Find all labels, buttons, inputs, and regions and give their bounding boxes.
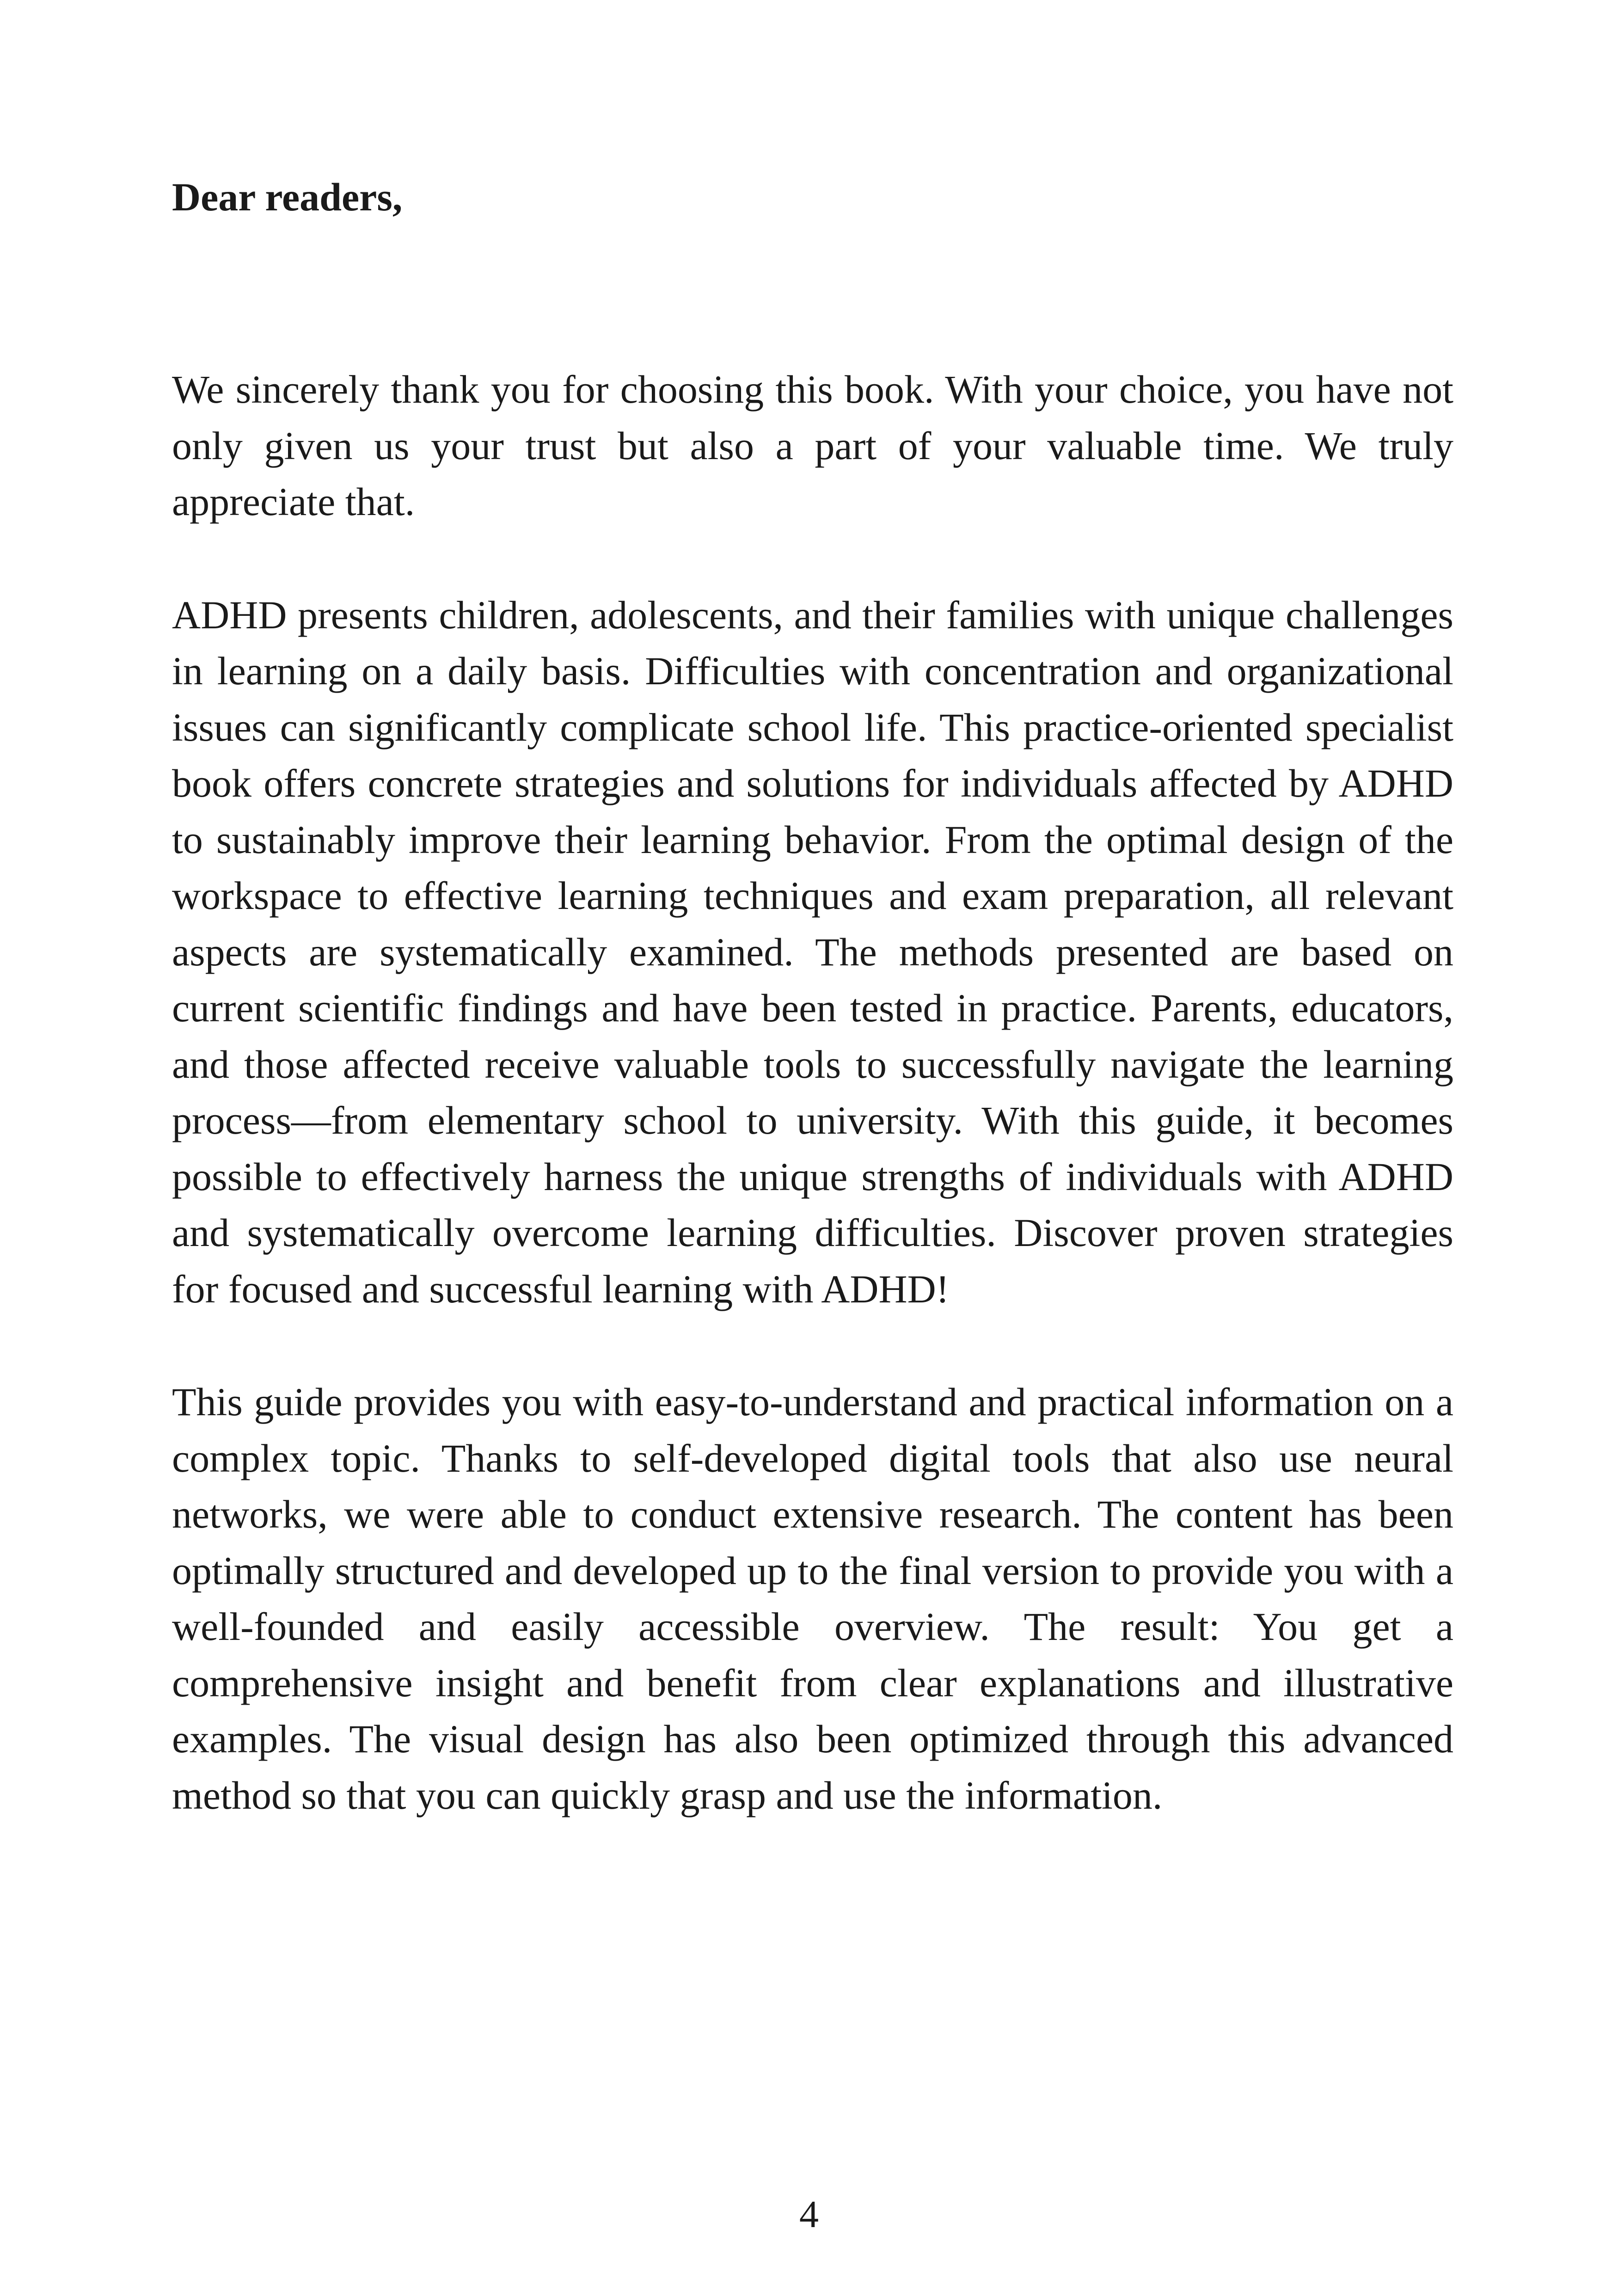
paragraph-guide-method: This guide provides you with easy-to-understand and practical information on a complex topic. Thanks to self-developed digital tools that also use neural networks, we were able to conduct extensive research. The content has been optimally structured and developed up to the final version to provide you with a well-founded and easily accessible overview. The result: You get a comprehensive insight and benefit from clear explanations and illustrative examples. The visual design has also been optimized through this advanced method so that you can quickly grasp and use the information. (172, 1380, 1453, 1817)
salutation-heading: Dear readers, (172, 175, 403, 219)
paragraph-book-description: ADHD presents children, adolescents, and their families with unique challenges in learning on a daily basis. Difficulties with concentration and organizational issues can significantly complicate school life. This practice-oriented specialist book offers concrete strategies and solutions for individuals affected by ADHD to sustainably improve their learning behavior. From the optimal design of the workspace to effective learning techniques and exam preparation, all relevant aspects are systematically examined. The methods presented are based on current scientific findings and have been tested in practice. Parents, educators, and those affected receive valuable tools to successfully navigate the learning process—from elementary school to university. With this guide, it becomes possible to effectively harness the unique strengths of individuals with ADHD and systematically overcome learning difficulties. Discover proven strategies for focused and successful learning with ADHD! (172, 592, 1453, 1311)
page-number: 4 (799, 2193, 819, 2236)
letter-body (172, 171, 1453, 1880)
paragraph-thanks: We sincerely thank you for choosing this book. With your choice, you have not only given us your trust but also a part of your valuable time. We truly appreciate that. (172, 367, 1453, 524)
